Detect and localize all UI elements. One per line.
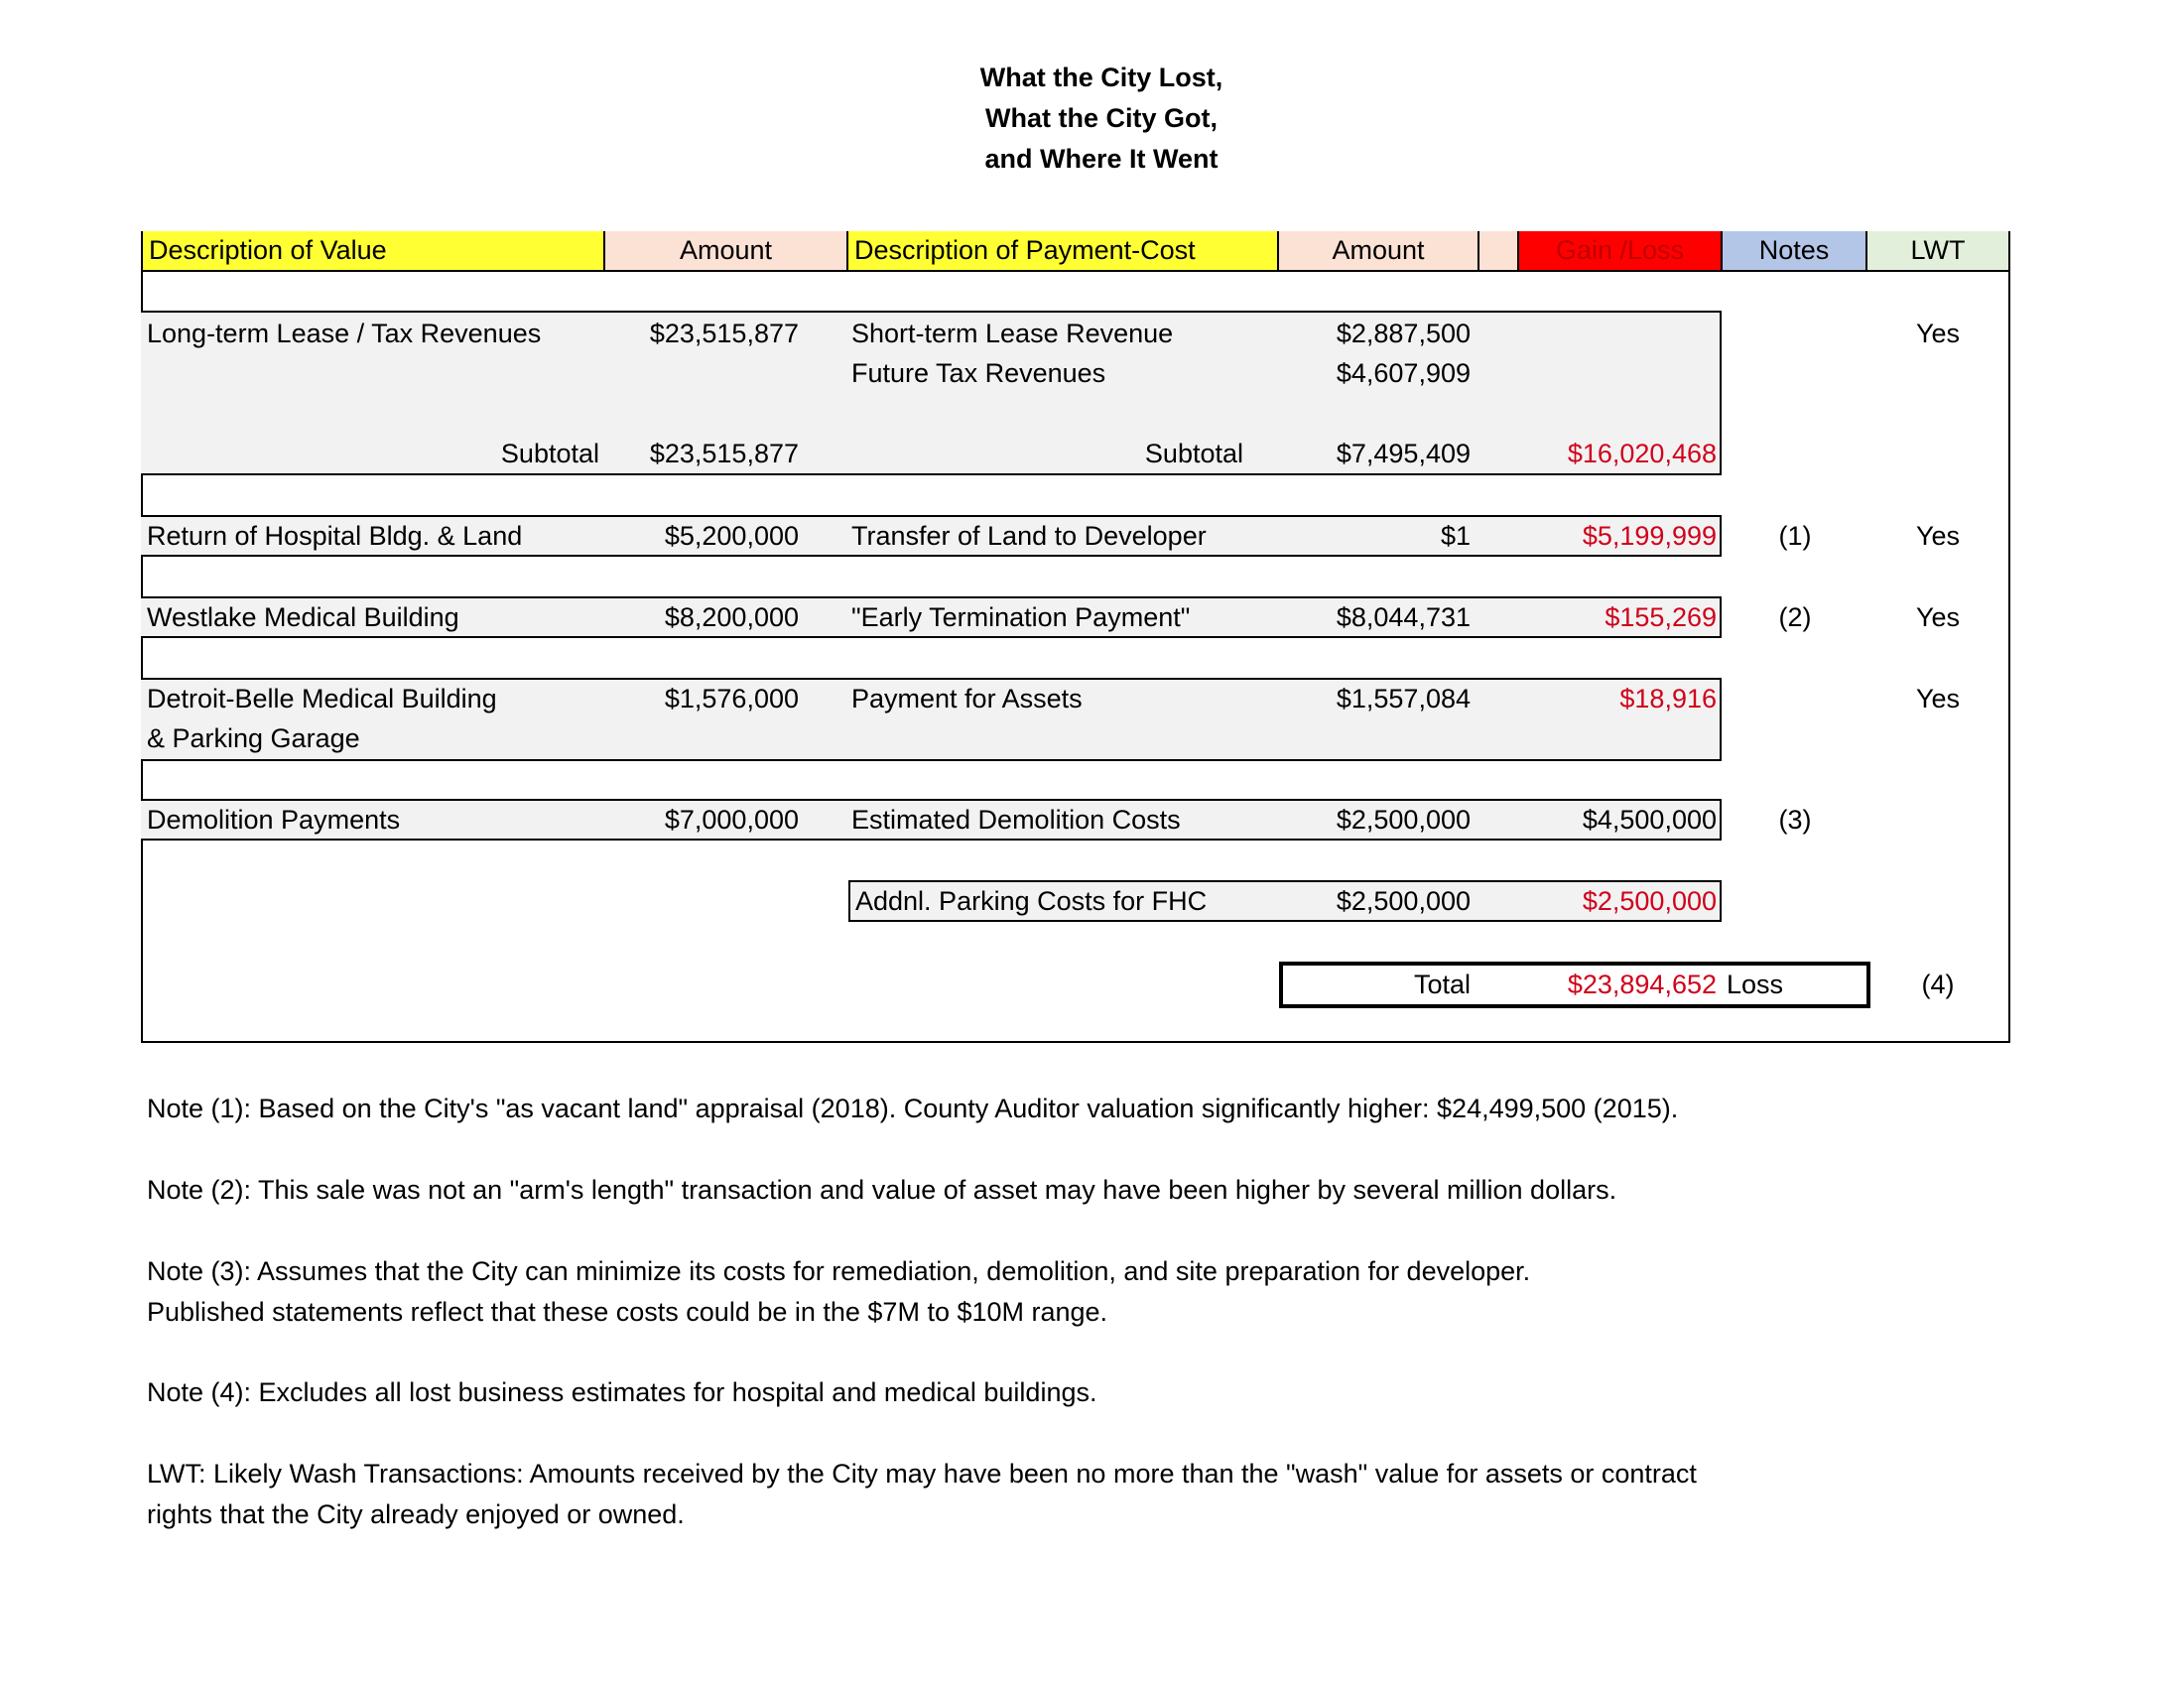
hospital-payment-amount: $1 [1440, 521, 1471, 551]
demolition-gain-loss: $4,500,000 [1582, 805, 1717, 835]
detroit-payment-amount: $1,557,084 [1336, 684, 1471, 714]
lease-payment-subtotal-amount: $7,495,409 [1336, 439, 1471, 468]
parking-payment-amount: $2,500,000 [1336, 886, 1471, 916]
lease-payment-1-amount: $2,887,500 [1336, 319, 1471, 348]
detroit-payment: Payment for Assets [851, 684, 1083, 714]
detroit-gain-loss: $18,916 [1619, 684, 1717, 714]
westlake-amount: $8,200,000 [664, 602, 799, 632]
detroit-description-1: Detroit-Belle Medical Building [147, 684, 497, 714]
title-line-1: What the City Lost, [979, 63, 1223, 92]
header-border [141, 231, 2010, 272]
total-label: Total [1413, 970, 1471, 999]
total-amount: $23,894,652 [1567, 970, 1717, 999]
note-1: Note (1): Based on the City's "as vacant land" appraisal (2018). County Auditor valuation significantly higher: $24,499,500 (2015). [147, 1094, 1679, 1123]
note-lwt-line-2: rights that the City already enjoyed or owned. [147, 1499, 685, 1529]
parking-payment: Addnl. Parking Costs for FHC [855, 886, 1208, 916]
header-notes: Notes [1723, 231, 1867, 271]
detroit-amount: $1,576,000 [664, 684, 799, 714]
lease-payment-2-amount: $4,607,909 [1336, 358, 1471, 388]
lease-payment-1: Short-term Lease Revenue [851, 319, 1174, 348]
note-4: Note (4): Excludes all lost business estimates for hospital and medical buildings. [147, 1377, 1097, 1407]
header-amount-1: Amount [605, 231, 848, 271]
demolition-amount: $7,000,000 [664, 805, 799, 835]
note-3-line-1: Note (3): Assumes that the City can minimize its costs for remediation, demolition, and site preparation for developer. [147, 1256, 1531, 1286]
note-2: Note (2): This sale was not an "arm's length" transaction and value of asset may have been higher by several million dollars. [147, 1175, 1617, 1205]
hospital-payment: Transfer of Land to Developer [851, 521, 1207, 551]
hospital-description: Return of Hospital Bldg. & Land [147, 521, 523, 551]
lease-amount: $23,515,877 [649, 319, 799, 348]
total-suffix: Loss [1727, 970, 1784, 999]
page-title [0, 58, 2184, 180]
header-lwt: LWT [1867, 231, 2008, 271]
hospital-amount: $5,200,000 [664, 521, 799, 551]
westlake-lwt: Yes [1915, 602, 1961, 632]
westlake-gain-loss: $155,269 [1605, 602, 1717, 632]
detroit-description-2: & Parking Garage [147, 723, 360, 753]
header-description-of-value: Description of Value [143, 231, 605, 271]
lease-subtotal-label: Subtotal [500, 439, 599, 468]
lease-subtotal-amount: $23,515,877 [649, 439, 799, 468]
westlake-payment: "Early Termination Payment" [851, 602, 1191, 632]
hospital-note: (1) [1778, 521, 1812, 551]
note-3-line-2: Published statements reflect that these costs could be in the $7M to $10M range. [147, 1297, 1108, 1327]
header-gain-loss: Gain /Loss [1519, 231, 1723, 271]
westlake-description: Westlake Medical Building [147, 602, 459, 632]
lease-payment-2: Future Tax Revenues [851, 358, 1106, 388]
detroit-lwt: Yes [1915, 684, 1961, 714]
lease-description: Long-term Lease / Tax Revenues [147, 319, 542, 348]
lease-payment-subtotal-label: Subtotal [1144, 439, 1243, 468]
title-line-2: What the City Got, [985, 103, 1218, 133]
demolition-payment: Estimated Demolition Costs [851, 805, 1181, 835]
lease-gain-loss: $16,020,468 [1567, 439, 1717, 468]
parking-gain-loss: $2,500,000 [1582, 886, 1717, 916]
total-note: (4) [1921, 970, 1955, 999]
note-lwt-line-1: LWT: Likely Wash Transactions: Amounts received by the City may have been no more than the "wash" value for assets or contract [147, 1459, 1697, 1489]
header-description-of-payment: Description of Payment-Cost [848, 231, 1279, 271]
hospital-gain-loss: $5,199,999 [1582, 521, 1717, 551]
westlake-payment-amount: $8,044,731 [1336, 602, 1471, 632]
demolition-description: Demolition Payments [147, 805, 401, 835]
hospital-lwt: Yes [1915, 521, 1961, 551]
demolition-payment-amount: $2,500,000 [1336, 805, 1471, 835]
header-amount-2: Amount [1279, 231, 1479, 271]
westlake-note: (2) [1778, 602, 1812, 632]
title-line-3: and Where It Went [984, 144, 1219, 174]
lease-lwt: Yes [1915, 319, 1961, 348]
demolition-note: (3) [1778, 805, 1812, 835]
